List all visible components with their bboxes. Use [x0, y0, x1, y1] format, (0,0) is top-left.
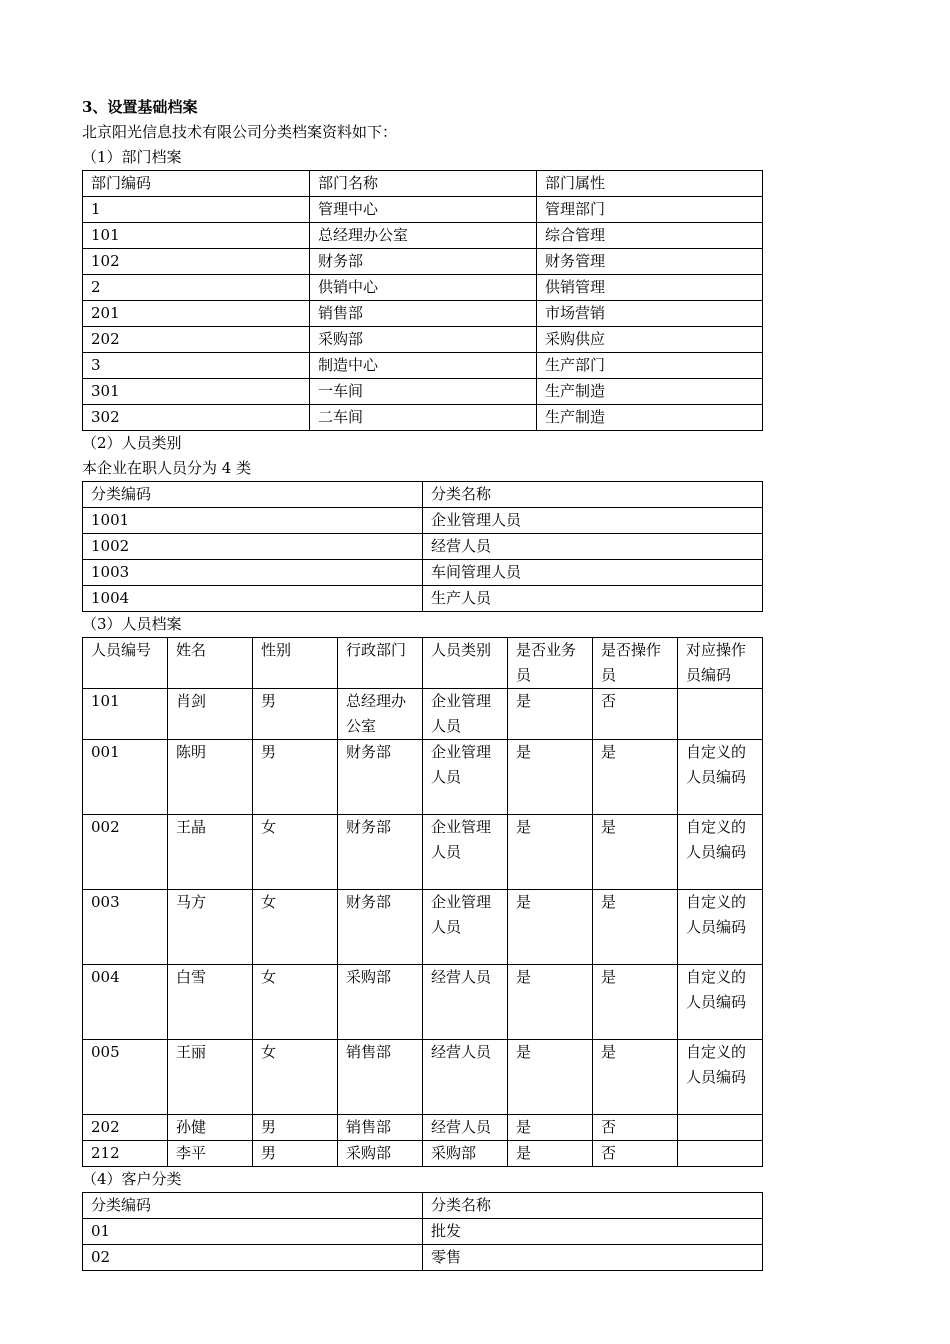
table-cell: 202	[83, 327, 310, 353]
table-cell: 一车间	[310, 379, 537, 405]
table-cell: 企业管理人员	[423, 508, 763, 534]
intro-text: 北京阳光信息技术有限公司分类档案资料如下：	[82, 123, 398, 141]
customer-category-caption: （4）客户分类	[82, 1170, 182, 1188]
table-row	[83, 353, 763, 379]
table-cell: 二车间	[310, 405, 537, 431]
table-cell: 004	[83, 965, 168, 1040]
table-cell	[678, 1115, 763, 1141]
table-cell: 201	[83, 301, 310, 327]
table-cell: 生产制造	[537, 379, 763, 405]
table-cell: 男	[253, 1141, 338, 1167]
table-cell: 是	[593, 890, 678, 965]
table-cell: 生产部门	[537, 353, 763, 379]
table-cell: 肖剑	[168, 689, 253, 740]
table-cell: 企业管理人员	[423, 890, 508, 965]
table-header-cell: 对应操作员编码	[678, 638, 763, 689]
table-row	[83, 379, 763, 405]
table-cell: 是	[508, 689, 593, 740]
table-cell: 制造中心	[310, 353, 537, 379]
staff-category-caption: （2）人员类别	[82, 434, 182, 452]
table-header-cell: 分类名称	[423, 482, 763, 508]
table-cell: 自定义的人员编码	[678, 890, 763, 965]
table-header-row	[83, 171, 763, 197]
table-header-cell: 部门名称	[310, 171, 537, 197]
table-cell: 2	[83, 275, 310, 301]
table-cell: 财务部	[338, 815, 423, 890]
table-row	[83, 1245, 763, 1271]
table-cell: 王丽	[168, 1040, 253, 1115]
table-cell: 零售	[423, 1245, 763, 1271]
table-row	[83, 1040, 763, 1115]
table-cell: 财务部	[338, 890, 423, 965]
table-row	[83, 1115, 763, 1141]
table-cell: 采购供应	[537, 327, 763, 353]
table-header-row	[83, 638, 763, 689]
table-cell: 001	[83, 740, 168, 815]
table-cell: 李平	[168, 1141, 253, 1167]
table-cell: 是	[508, 1040, 593, 1115]
table-cell: 供销管理	[537, 275, 763, 301]
table-cell: 经营人员	[423, 534, 763, 560]
table-cell: 是	[593, 740, 678, 815]
table-row	[83, 275, 763, 301]
dept-caption: （1）部门档案	[82, 148, 182, 166]
table-cell: 管理部门	[537, 197, 763, 223]
table-row	[83, 689, 763, 740]
table-cell: 女	[253, 890, 338, 965]
table-cell: 1	[83, 197, 310, 223]
staff-caption: （3）人员档案	[82, 615, 182, 633]
table-cell: 采购部	[338, 965, 423, 1040]
table-cell: 白雪	[168, 965, 253, 1040]
table-cell: 否	[593, 1141, 678, 1167]
table-cell: 是	[508, 1115, 593, 1141]
table-header-cell: 部门编码	[83, 171, 310, 197]
table-cell: 自定义的人员编码	[678, 740, 763, 815]
table-cell: 301	[83, 379, 310, 405]
table-cell: 212	[83, 1141, 168, 1167]
table-cell: 经营人员	[423, 1040, 508, 1115]
table-header-cell: 分类名称	[423, 1193, 763, 1219]
table-cell: 生产人员	[423, 586, 763, 612]
table-cell: 002	[83, 815, 168, 890]
table-cell: 否	[593, 1115, 678, 1141]
table-row	[83, 815, 763, 890]
table-header-cell: 分类编码	[83, 482, 423, 508]
table-row	[83, 890, 763, 965]
table-row	[83, 197, 763, 223]
customer-category-table	[82, 1192, 763, 1271]
table-cell: 1004	[83, 586, 423, 612]
table-cell: 1003	[83, 560, 423, 586]
table-cell: 批发	[423, 1219, 763, 1245]
table-cell: 是	[593, 965, 678, 1040]
table-cell: 采购部	[310, 327, 537, 353]
table-row	[83, 534, 763, 560]
table-header-row	[83, 482, 763, 508]
table-cell: 是	[508, 965, 593, 1040]
table-header-cell: 人员类别	[423, 638, 508, 689]
table-cell: 02	[83, 1245, 423, 1271]
table-cell: 302	[83, 405, 310, 431]
table-cell	[678, 1141, 763, 1167]
table-cell: 自定义的人员编码	[678, 965, 763, 1040]
table-row	[83, 223, 763, 249]
section-title: 3、设置基础档案	[82, 98, 198, 116]
table-cell: 否	[593, 689, 678, 740]
table-row	[83, 327, 763, 353]
table-cell: 自定义的人员编码	[678, 1040, 763, 1115]
table-cell: 财务管理	[537, 249, 763, 275]
table-header-cell: 是否操作员	[593, 638, 678, 689]
table-row	[83, 508, 763, 534]
table-cell: 销售部	[338, 1040, 423, 1115]
table-cell: 女	[253, 815, 338, 890]
table-row	[83, 560, 763, 586]
table-header-cell: 人员编号	[83, 638, 168, 689]
table-cell	[678, 689, 763, 740]
table-header-row	[83, 1193, 763, 1219]
table-cell: 1001	[83, 508, 423, 534]
table-cell: 企业管理人员	[423, 689, 508, 740]
staff-category-table	[82, 481, 763, 612]
table-cell: 马方	[168, 890, 253, 965]
table-header-cell: 行政部门	[338, 638, 423, 689]
table-cell: 01	[83, 1219, 423, 1245]
table-cell: 3	[83, 353, 310, 379]
table-cell: 王晶	[168, 815, 253, 890]
table-cell: 102	[83, 249, 310, 275]
table-cell: 总经理办公室	[338, 689, 423, 740]
table-cell: 005	[83, 1040, 168, 1115]
table-cell: 经营人员	[423, 1115, 508, 1141]
table-cell: 是	[508, 740, 593, 815]
table-cell: 003	[83, 890, 168, 965]
table-header-cell: 分类编码	[83, 1193, 423, 1219]
table-cell: 1002	[83, 534, 423, 560]
dept-table	[82, 170, 763, 431]
table-row	[83, 301, 763, 327]
table-row	[83, 1219, 763, 1245]
table-cell: 车间管理人员	[423, 560, 763, 586]
table-row	[83, 1141, 763, 1167]
table-cell: 男	[253, 740, 338, 815]
table-cell: 财务部	[338, 740, 423, 815]
table-header-cell: 是否业务员	[508, 638, 593, 689]
table-cell: 销售部	[310, 301, 537, 327]
table-row	[83, 740, 763, 815]
table-cell: 是	[508, 1141, 593, 1167]
table-cell: 孙健	[168, 1115, 253, 1141]
table-cell: 总经理办公室	[310, 223, 537, 249]
table-cell: 财务部	[310, 249, 537, 275]
table-row	[83, 405, 763, 431]
table-cell: 男	[253, 1115, 338, 1141]
table-cell: 管理中心	[310, 197, 537, 223]
table-cell: 企业管理人员	[423, 815, 508, 890]
table-cell: 市场营销	[537, 301, 763, 327]
staff-category-note: 本企业在职人员分为 4 类	[82, 459, 252, 477]
table-header-cell: 性别	[253, 638, 338, 689]
staff-table	[82, 637, 763, 1167]
table-cell: 生产制造	[537, 405, 763, 431]
table-cell: 陈明	[168, 740, 253, 815]
table-row	[83, 965, 763, 1040]
table-header-cell: 姓名	[168, 638, 253, 689]
table-header-cell: 部门属性	[537, 171, 763, 197]
table-cell: 销售部	[338, 1115, 423, 1141]
table-cell: 是	[508, 890, 593, 965]
table-cell: 101	[83, 223, 310, 249]
table-cell: 男	[253, 689, 338, 740]
table-cell: 202	[83, 1115, 168, 1141]
table-cell: 女	[253, 1040, 338, 1115]
table-cell: 是	[593, 1040, 678, 1115]
table-row	[83, 249, 763, 275]
table-cell: 企业管理人员	[423, 740, 508, 815]
table-cell: 自定义的人员编码	[678, 815, 763, 890]
table-cell: 是	[593, 815, 678, 890]
table-cell: 采购部	[423, 1141, 508, 1167]
document-page	[82, 94, 762, 1271]
table-cell: 综合管理	[537, 223, 763, 249]
table-row	[83, 586, 763, 612]
table-cell: 供销中心	[310, 275, 537, 301]
table-cell: 101	[83, 689, 168, 740]
table-cell: 女	[253, 965, 338, 1040]
table-cell: 是	[508, 815, 593, 890]
table-cell: 经营人员	[423, 965, 508, 1040]
table-cell: 采购部	[338, 1141, 423, 1167]
